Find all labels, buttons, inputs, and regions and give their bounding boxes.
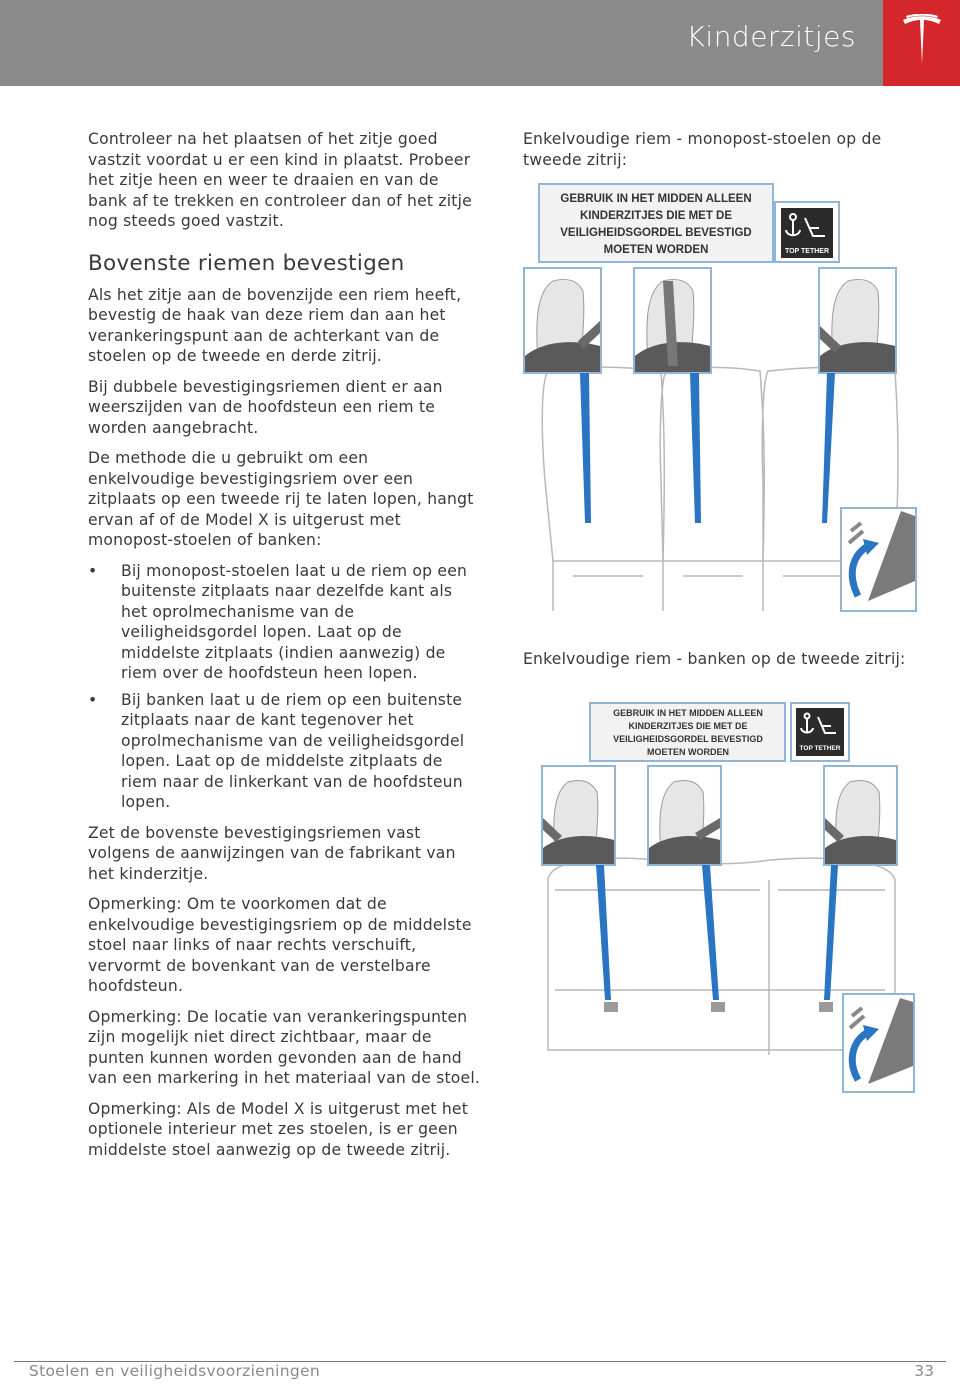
svg-text:MOETEN WORDEN: MOETEN WORDEN (603, 244, 709, 256)
tesla-logo-icon (901, 14, 943, 66)
monopost-seats-illustration (523, 181, 918, 613)
brand-logo (883, 0, 960, 86)
headrest-inset-center (634, 268, 711, 373)
caption-2-container (523, 649, 918, 670)
svg-text:GEBRUIK IN HET MIDDEN ALLEEN: GEBRUIK IN HET MIDDEN ALLEEN (560, 193, 752, 205)
bullet: • (88, 561, 98, 580)
svg-text:TOP TETHER: TOP TETHER (799, 745, 841, 752)
page-number: 33 (914, 1362, 934, 1380)
top-tether-symbol (791, 703, 849, 761)
svg-text:TOP TETHER: TOP TETHER (784, 248, 830, 255)
list-item: • Bij monopost-stoelen laat u de riem op een buitenste zitplaats naar dezelfde kant als het oprolmechanisme van de veiligheidsgordel lopen. Laat op de middelste zitplaats (indien aanwezig) de riem over de hoofdsteun heen lopen. (88, 561, 468, 682)
header-bar (0, 0, 960, 86)
note-1: Opmerking: Om te voorkomen dat de enkelvoudige bevestigingsriem op de middelste stoel naar links of naar rechts verschuift, vervormt de bovenkant van de verstelbare hoofdsteun. (88, 895, 472, 995)
section-heading: Bovenste riemen bevestigen (88, 250, 405, 276)
headrest-inset-center (648, 766, 721, 865)
right-column (523, 129, 918, 170)
center-seat-warning-label (590, 703, 785, 761)
headrest-inset-left (542, 766, 615, 865)
footer-section-title: Stoelen en veiligheidsvoorzieningen (29, 1362, 321, 1380)
svg-text:VEILIGHEIDSGORDEL BEVESTIGD: VEILIGHEIDSGORDEL BEVESTIGD (613, 734, 763, 744)
top-tether-symbol (775, 202, 839, 262)
list-item: • Bij banken laat u de riem op een buitenste zitplaats naar de kant tegenover het oprolmechanisme van de veiligheidsgordel lopen. Laat op de middelste zitplaats de riem naar de linkerkant van de hoofdsteun lopen. (88, 690, 465, 811)
bullet-list (88, 561, 480, 813)
svg-text:KINDERZITJES DIE MET DE: KINDERZITJES DIE MET DE (628, 721, 748, 731)
bench-seats-illustration (540, 700, 918, 1096)
figure-caption-1: Enkelvoudige riem - monopost-stoelen op de tweede zitrij: (523, 130, 882, 169)
anchor-point-inset (843, 994, 914, 1092)
svg-text:KINDERZITJES DIE MET DE: KINDERZITJES DIE MET DE (579, 210, 733, 222)
svg-text:VEILIGHEIDSGORDEL BEVESTIGD: VEILIGHEIDSGORDEL BEVESTIGD (560, 227, 752, 239)
left-column (88, 129, 480, 1170)
tether-straps (580, 373, 835, 523)
paragraph-3: De methode die u gebruikt om een enkelvoudige bevestigingsriem over een zitplaats op een tweede rij te laten lopen, hangt ervan af of de Model X is uitgerust met monopost-stoelen of banken: (88, 449, 474, 549)
headrest-inset-right (819, 268, 896, 373)
intro-paragraph: Controleer na het plaatsen of het zitje goed vastzit voordat u er een kind in plaatst. Probeer het zitje heen en weer te draaien en van de bank af te trekken en controleer dan of het zitje nog steeds goed vastzit. (88, 130, 472, 230)
tether-straps (596, 865, 838, 1000)
center-seat-warning-label (539, 184, 773, 262)
bullet: • (88, 690, 98, 709)
page-title: Kinderzitjes (686, 20, 856, 53)
headrest-inset-left (524, 268, 601, 373)
note-2: Opmerking: De locatie van verankeringspunten zijn mogelijk niet direct zichtbaar, maar de punten kunnen worden gevonden aan de hand van een markering in het materiaal van de stoel. (88, 1007, 481, 1087)
figure-caption-2: Enkelvoudige riem - banken op de tweede zitrij: (523, 650, 906, 668)
paragraph-2: Bij dubbele bevestigingsriemen dient er aan weerszijden van de hoofdsteun een riem te worden aangebracht. (88, 377, 443, 437)
paragraph-1: Als het zitje aan de bovenzijde een riem heeft, bevestig de haak van deze riem dan aan het verankeringspunt aan de achterkant van de stoelen op de tweede en derde zitrij. (88, 285, 462, 365)
anchor-point-inset (841, 508, 916, 611)
headrest-inset-right (824, 766, 897, 865)
paragraph-4: Zet de bovenste bevestigingsriemen vast volgens de aanwijzingen van de fabrikant van het kinderzitje. (88, 823, 456, 883)
note-3: Opmerking: Als de Model X is uitgerust met het optionele interieur met zes stoelen, is er geen middelste stoel aanwezig op de tweede zitrij. (88, 1099, 469, 1159)
svg-text:GEBRUIK IN HET MIDDEN ALLEEN: GEBRUIK IN HET MIDDEN ALLEEN (613, 708, 763, 718)
svg-text:MOETEN WORDEN: MOETEN WORDEN (647, 747, 729, 757)
